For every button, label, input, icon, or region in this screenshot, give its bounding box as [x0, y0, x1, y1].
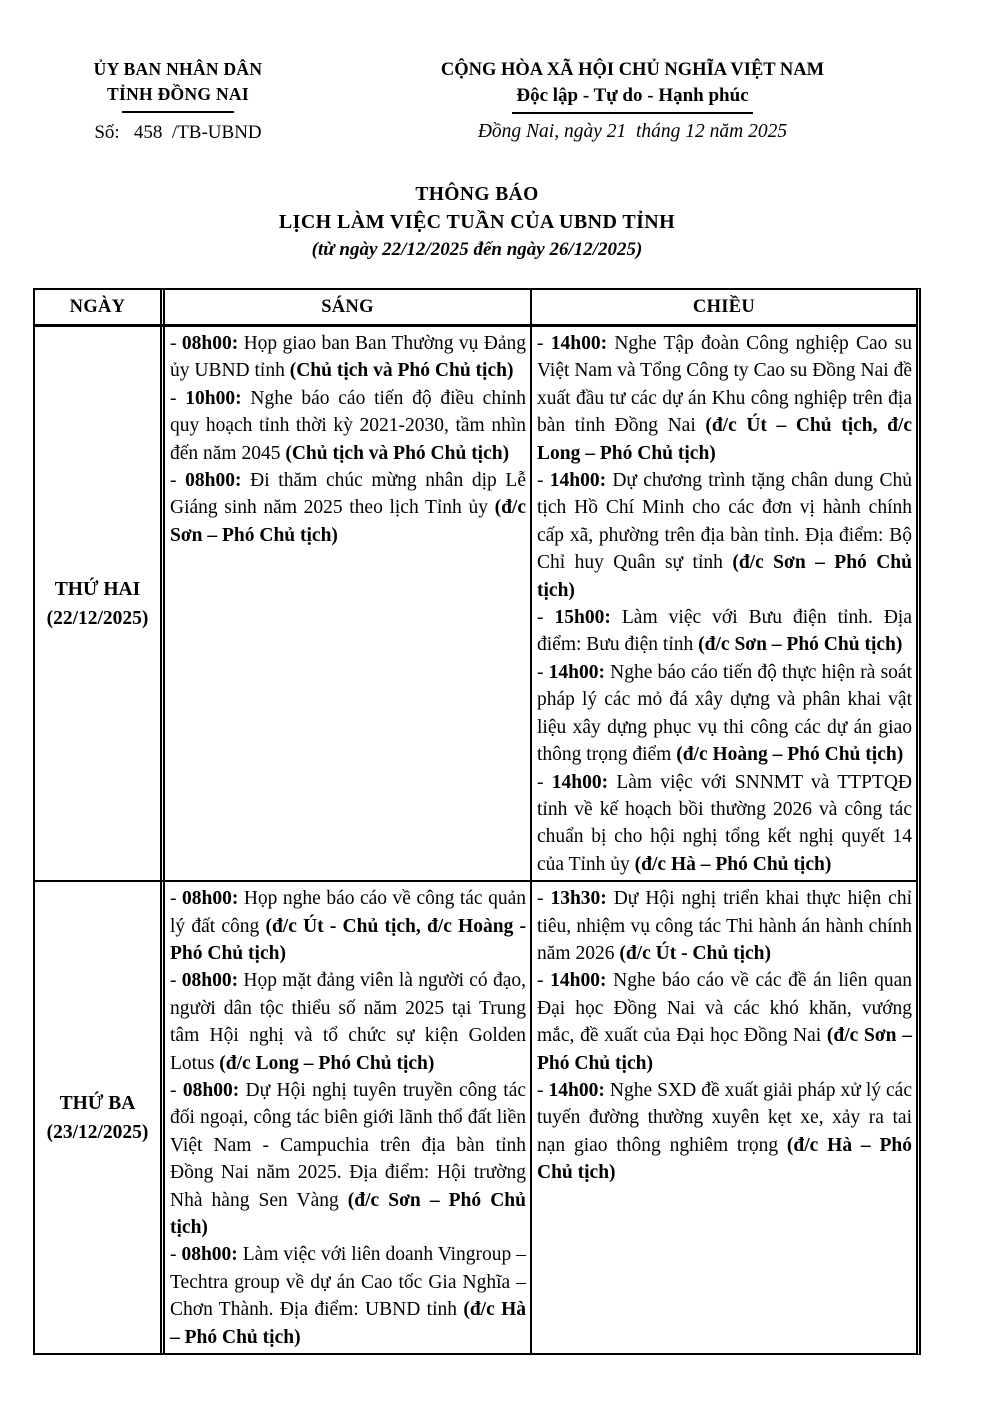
- schedule-item: - 08h00: Dự Hội nghị tuyên truyền công tác đối ngoại, công tác biên giới lãnh thổ đất liền Việt Nam - Campuchia trên địa bàn tỉnh Đồng Nai năm 2025. Địa điểm: Hội trường Nhà hàng Sen Vàng (đ/c Sơn – Phó Chủ tịch): [170, 1079, 527, 1238]
- afternoon-cell: [532, 882, 916, 1353]
- national-header-block: [355, 57, 910, 143]
- day-label: THỨ BA: [59, 1092, 136, 1114]
- schedule-item: - 14h00: Nghe SXD đề xuất giải pháp xử lý các tuyến đường thường xuyên kẹt xe, xảy ra tai nạn giao thông nghiêm trọng (đ/c Hà – Phó Chủ tịch): [537, 1079, 912, 1184]
- schedule-item: - 14h00: Nghe báo cáo về các đề án liên quan Đại học Đồng Nai và các khó khăn, vướng mắc, đề xuất của Đại học Đồng Nai (đ/c Sơn – Phó Chủ tịch): [537, 970, 912, 1074]
- schedule-item: - 13h30: Dự Hội nghị triển khai thực hiện chỉ tiêu, nhiệm vụ công tác Thi hành án hành chính năm 2026 (đ/c Út - Chủ tịch): [537, 888, 912, 964]
- national-title-line: CỘNG HÒA XÃ HỘI CHỦ NGHĨA VIỆT NAM: [440, 60, 825, 80]
- day-cell: [35, 882, 165, 1353]
- issuing-org-line2: TỈNH ĐỒNG NAI: [107, 84, 249, 104]
- column-header-day: NGÀY: [35, 290, 165, 324]
- doc-title-line2: LỊCH LÀM VIỆC TUẦN CỦA UBND TỈNH: [278, 211, 676, 233]
- column-header-afternoon: CHIỀU: [692, 296, 756, 317]
- issuing-org-block: [52, 57, 304, 144]
- schedule-item: - 10h00: Nghe báo cáo tiến độ điều chỉnh quy hoạch tỉnh thời kỳ 2021-2030, tầm nhìn đến năm 2045 (Chủ tịch và Phó Chủ tịch): [170, 387, 527, 464]
- afternoon-cell: [532, 327, 916, 880]
- doc-title-line1: THÔNG BÁO: [415, 184, 539, 205]
- morning-cell: [165, 327, 532, 880]
- schedule-item: - 08h00: Làm việc với liên doanh Vingroup – Techtra group về dự án Cao tốc Gia Nghĩa – Chơn Thành. Địa điểm: UBND tỉnh (đ/c Hà – Phó Chủ tịch): [170, 1244, 526, 1348]
- document-title-block: [33, 181, 921, 263]
- day-date: (23/12/2025): [46, 1121, 149, 1143]
- schedule-item: - 08h00: Họp mặt đảng viên là người có đạo, người dân tộc thiểu số năm 2025 tại Trung tâm Hội nghị và tổ chức sự kiện Golden Lotus (đ/c Long – Phó Chủ tịch): [170, 970, 526, 1074]
- day-date: (22/12/2025): [46, 607, 149, 629]
- schedule-item: - 15h00: Làm việc với Bưu điện tỉnh. Địa điểm: Bưu điện tỉnh (đ/c Sơn – Phó Chủ tịch): [537, 607, 912, 656]
- table-header-row: [35, 290, 916, 327]
- org-underline-rule: [122, 111, 234, 113]
- day-cell: [35, 327, 165, 880]
- schedule-item: - 14h00: Nghe báo cáo tiến độ thực hiện rà soát pháp lý các mỏ đá xây dựng và phân khai vật liệu xây dựng phục vụ thi công các dự án giao thông trọng điểm (đ/c Hoàng – Phó Chủ tịch): [537, 661, 912, 766]
- table-body: [35, 327, 916, 1353]
- national-motto-line: Độc lập - Tự do - Hạnh phúc: [512, 83, 752, 114]
- schedule-row: [35, 880, 916, 1353]
- schedule-item: - 14h00: Nghe Tập đoàn Công nghiệp Cao su Việt Nam và Tổng Công ty Cao su Đồng Nai đề xuất đầu tư các dự án Khu công nghiệp trên địa bàn tỉnh Đồng Nai (đ/c Út – Chủ tịch, đ/c Long – Phó Chủ tịch): [537, 333, 913, 464]
- schedule-item: - 08h00: Họp nghe báo cáo về công tác quản lý đất công (đ/c Út - Chủ tịch, đ/c Hoàng - Phó Chủ tịch): [170, 888, 526, 964]
- national-motto-wrap: [355, 83, 910, 114]
- schedule-table: [33, 288, 921, 1355]
- schedule-row: [35, 327, 916, 880]
- doc-title-subtitle: (từ ngày 22/12/2025 đến ngày 26/12/2025): [311, 239, 643, 260]
- schedule-item: - 08h00: Đi thăm chúc mừng nhân dịp Lễ Giáng sinh năm 2025 theo lịch Tỉnh ủy (đ/c Sơn – Phó Chủ tịch): [170, 470, 526, 546]
- place-date-line: Đồng Nai, ngày 21 tháng 12 năm 2025: [477, 121, 788, 142]
- schedule-item: - 08h00: Họp giao ban Ban Thường vụ Đảng ủy UBND tỉnh (Chủ tịch và Phó Chủ tịch): [170, 333, 526, 382]
- document-number: Số: 458 /TB-UBND: [94, 122, 262, 143]
- column-header-morning: SÁNG: [165, 290, 532, 324]
- schedule-item: - 14h00: Làm việc với SNNMT và TTPTQĐ tỉnh về kế hoạch bồi thường 2026 và công tác chuẩn bị cho hội nghị tổng kết nghị quyết 14 của Tỉnh ủy (đ/c Hà – Phó Chủ tịch): [537, 771, 912, 875]
- day-label: THỨ HAI: [54, 578, 141, 600]
- schedule-item: - 14h00: Dự chương trình tặng chân dung Chủ tịch Hồ Chí Minh cho các đơn vị hành chính cấp xã, phường trên địa bàn tỉnh. Địa điểm: Bộ Chỉ huy Quân sự tỉnh (đ/c Sơn – Phó Chủ tịch): [537, 470, 912, 601]
- issuing-org-line1: ỦY BAN NHÂN DÂN: [93, 59, 263, 79]
- morning-cell: [165, 882, 532, 1353]
